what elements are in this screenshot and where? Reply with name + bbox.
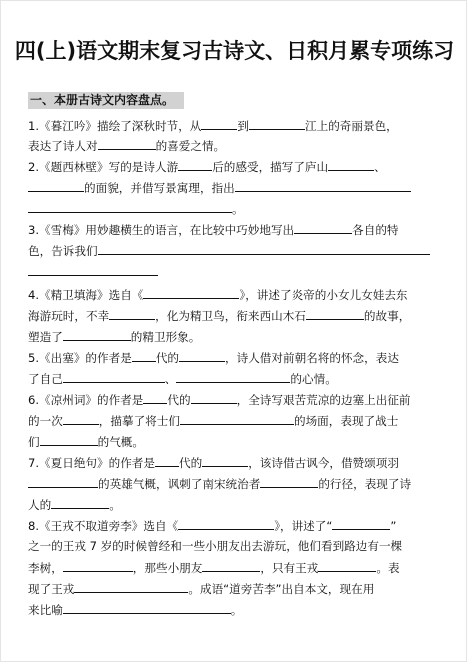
line-text: 的精卫形象。: [130, 330, 201, 344]
line-text: 们: [28, 435, 40, 449]
line-text: 代的: [179, 456, 203, 470]
text-line: [28, 307, 410, 324]
line-text: 人的: [28, 498, 52, 512]
line-text: 的心情。: [290, 372, 337, 386]
text-line: [28, 559, 400, 576]
line-text: 的面貌，并借写景寓理，指出: [84, 181, 235, 195]
line-text: 、: [374, 160, 386, 174]
line-text: 4.《精卫填海》选自《: [28, 288, 144, 302]
line-text: ，化为精卫鸟，衔来西山木石: [155, 309, 306, 323]
text-line: [28, 580, 374, 597]
text-line: [28, 200, 244, 217]
line-text: 的气概。: [97, 435, 144, 449]
line-text: 。: [232, 202, 244, 216]
answer-blank[interactable]: [98, 242, 430, 255]
line-text: 代的: [167, 393, 191, 407]
line-text: 2.《题西林壁》写的是诗人游: [28, 160, 179, 174]
answer-blank[interactable]: [28, 179, 84, 192]
answer-blank[interactable]: [235, 179, 411, 192]
line-text: 。表: [376, 561, 400, 575]
answer-blank[interactable]: [332, 517, 390, 530]
answer-blank[interactable]: [191, 391, 237, 404]
text-line: [28, 496, 121, 513]
page-title: 四(上)语文期末复习古诗文、日积月累专项练习: [14, 39, 455, 63]
line-text: ，全诗写艰苦荒凉的边塞上出征前: [236, 393, 411, 407]
line-text: 江上的奇丽景色，: [305, 119, 398, 133]
text-line: [28, 370, 337, 387]
answer-blank[interactable]: [63, 412, 99, 425]
answer-blank[interactable]: [180, 412, 294, 425]
line-text: 3.《雪梅》用妙趣横生的语言，在比较中巧妙地写出: [28, 223, 295, 237]
line-text: 的故事，: [363, 309, 411, 323]
answer-blank[interactable]: [328, 158, 374, 171]
line-text: 的场面，表现了战士: [293, 414, 399, 428]
text-line: [28, 517, 396, 534]
line-text: 的喜爱之情。: [155, 139, 226, 153]
text-line: [28, 158, 386, 175]
section-heading: 一、本册古诗文内容盘点。: [28, 92, 184, 109]
line-text: 》，讲述了炎帝的小女儿女娃去东: [239, 288, 408, 302]
text-line: [28, 349, 399, 366]
line-text: 的行径，表现了诗: [318, 477, 412, 491]
text-line: [28, 454, 399, 471]
answer-blank[interactable]: [202, 559, 260, 572]
answer-blank[interactable]: [306, 307, 364, 320]
answer-blank[interactable]: [176, 370, 290, 383]
text-line: [28, 117, 398, 134]
line-text: 后的感受，描写了庐山: [212, 160, 329, 174]
line-text: 代的: [155, 351, 180, 365]
answer-blank[interactable]: [74, 580, 188, 593]
line-text: 、: [164, 372, 177, 386]
answer-blank[interactable]: [155, 454, 179, 467]
line-text: ，该诗借古讽今，借赞颂项羽: [248, 456, 399, 470]
text-line: [28, 391, 411, 408]
answer-blank[interactable]: [143, 286, 239, 299]
answer-blank[interactable]: [249, 117, 305, 130]
text-line: [28, 433, 144, 450]
line-text: 各自的特: [352, 223, 399, 237]
line-text: ，只有王戎: [260, 561, 319, 575]
line-text: 7.《夏日绝句》的作者是: [28, 456, 155, 470]
line-text: 表达了诗人对: [28, 139, 98, 153]
answer-blank[interactable]: [40, 433, 98, 446]
answer-blank[interactable]: [132, 349, 156, 362]
text-line: [28, 263, 158, 280]
line-text: 现了王戎: [28, 582, 75, 596]
line-text: 色，告诉我们: [28, 244, 98, 258]
text-line: [28, 242, 430, 259]
line-text: 6.《凉州词》的作者是: [28, 393, 144, 407]
text-line: [28, 412, 398, 429]
line-text: 来比喻: [28, 603, 63, 617]
line-text: 。: [109, 498, 121, 512]
answer-blank[interactable]: [63, 370, 165, 383]
line-text: 5.《出塞》的作者是: [28, 351, 132, 365]
answer-blank[interactable]: [260, 475, 318, 488]
answer-blank[interactable]: [51, 496, 109, 509]
text-line: [28, 328, 200, 345]
answer-blank[interactable]: [28, 263, 158, 276]
answer-blank[interactable]: [178, 517, 274, 530]
text-line: [28, 137, 225, 154]
answer-blank[interactable]: [179, 349, 225, 362]
text-line: [28, 179, 411, 196]
line-text: ，诗人借对前朝名将的怀念，表达: [225, 351, 399, 365]
answer-blank[interactable]: [28, 200, 232, 213]
answer-blank[interactable]: [294, 221, 352, 234]
line-text: 的一次: [28, 414, 63, 428]
line-text: ”: [390, 519, 397, 533]
line-text: 》，讲述了“: [274, 519, 333, 533]
text-line: [28, 475, 411, 492]
answer-blank[interactable]: [178, 158, 212, 171]
line-text: 1.《暮江吟》描绘了深秋时节，从: [28, 119, 202, 133]
line-text: 。: [230, 603, 243, 617]
line-text: 8.《王戎不取道旁李》选自《: [28, 519, 179, 533]
answer-blank[interactable]: [63, 559, 133, 572]
line-text: 。成语“道旁苦李”出自本文，现在用: [188, 582, 375, 596]
answer-blank[interactable]: [109, 307, 155, 320]
line-text: 李树，: [28, 561, 63, 575]
answer-blank[interactable]: [98, 137, 156, 150]
text-line: [28, 286, 408, 303]
answer-blank[interactable]: [318, 559, 376, 572]
text-line: [28, 538, 402, 554]
text-line: [28, 221, 399, 238]
answer-blank[interactable]: [202, 454, 248, 467]
answer-blank[interactable]: [28, 475, 98, 488]
answer-blank[interactable]: [143, 391, 167, 404]
line-text: 塑造了: [28, 330, 63, 344]
answer-blank[interactable]: [63, 601, 231, 614]
line-text: 之一的王戎 7 岁的时候曾经和一些小朋友出去游玩，他们看到路边有一棵: [28, 539, 403, 553]
answer-blank[interactable]: [201, 117, 237, 130]
line-text: 的英雄气概，讽刺了南宋统治者: [98, 477, 261, 491]
line-text: 了自己: [28, 372, 63, 386]
line-text: ，那些小朋友: [132, 561, 203, 575]
line-text: 海游玩时，不幸: [28, 309, 110, 323]
line-text: 到: [237, 119, 249, 133]
line-text: ，描摹了将士们: [98, 414, 180, 428]
answer-blank[interactable]: [63, 328, 131, 341]
text-line: [28, 601, 242, 618]
